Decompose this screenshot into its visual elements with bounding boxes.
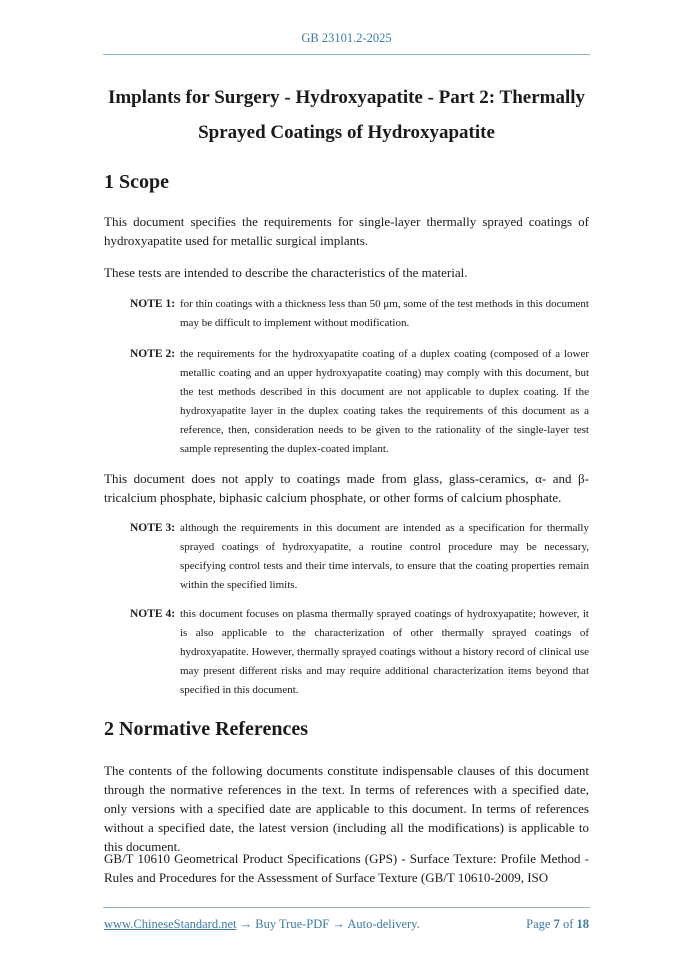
title-line-2: Sprayed Coatings of Hydroxyapatite xyxy=(198,122,495,143)
note-text: this document focuses on plasma thermally sprayed coatings of hydroxyapatite; however, it is also applicable to the characterization of other thermally sprayed coatings of hydroxyapatite. However, thermally sprayed coatings without a history record of clinical use may present different risks and may require additional characterization items beyond that specified in this document. xyxy=(180,608,589,696)
document-id-header: GB 23101.2-2025 xyxy=(301,31,392,45)
of-label: of xyxy=(562,917,574,931)
note-text: for thin coatings with a thickness less than 50 μm, some of the test methods in this document may be difficult to implement without modification. xyxy=(180,298,589,329)
normative-paragraph-1: The contents of the following documents constitute indispensable clauses of this document through the normative references in the text. In terms of references with a specified date, only versions with a specified date are applicable to this document. In terms of references without a specified date, the latest version (including all the modifications) is applicable to this document. xyxy=(104,763,589,854)
arrow-right-icon: → xyxy=(332,917,345,931)
current-page: 7 xyxy=(553,917,560,931)
normative-reference-item: GB/T 10610 Geometrical Product Specifications (GPS) - Surface Texture: Profile Method - Rules and Procedures for the Assessment of Surface Texture (GB/T 10610-2009, ISO xyxy=(104,851,589,885)
note-label: NOTE 3: xyxy=(130,522,176,534)
section-2-heading: 2 Normative References xyxy=(104,718,308,740)
note-label: NOTE 1: xyxy=(130,298,176,310)
scope-paragraph-2: These tests are intended to describe the characteristics of the material. xyxy=(104,265,468,280)
scope-paragraph-1: This document specifies the requirements for single-layer thermally sprayed coatings of hydroxyapatite used for metallic surgical implants. xyxy=(104,214,589,248)
page-number xyxy=(526,917,589,932)
header-divider xyxy=(103,54,590,55)
note-1 xyxy=(130,295,589,333)
arrow-right-icon: → xyxy=(239,917,253,931)
note-label: NOTE 4: xyxy=(130,608,176,620)
scope-paragraph-3: This document does not apply to coatings made from glass, glass-ceramics, α- and β-tricalcium phosphate, biphasic calcium phosphate, or other forms of calcium phosphate. xyxy=(104,471,589,505)
footer-promo xyxy=(104,917,420,932)
title-line-1: Implants for Surgery - Hydroxyapatite - Part 2: Thermally xyxy=(107,87,586,108)
footer-divider xyxy=(103,907,590,908)
page-footer xyxy=(104,917,589,932)
note-4 xyxy=(130,605,589,700)
page-label: Page xyxy=(526,917,551,931)
note-label: NOTE 2: xyxy=(130,348,176,360)
note-text: although the requirements in this document are intended as a specification for thermally sprayed coatings of hydroxyapatite, a routine control procedure may be necessary, specifying control tests and their time intervals, to ensure that the coating properties remain within the specified limits. xyxy=(180,522,589,591)
website-link[interactable]: www.ChineseStandard.net xyxy=(104,917,237,931)
delivery-text: Auto-delivery. xyxy=(347,917,420,931)
note-text: the requirements for the hydroxyapatite coating of a duplex coating (composed of a lower metallic coating and an upper hydroxyapatite coating) may comply with this document, but the test methods described in this document are not applicable to duplex coating. If the hydroxyapatite layer in the duplex coating takes the requirements of this document as a reference, then, consideration needs to be given to the rationality of the single-layer test sample representing the duplex-coated implant. xyxy=(180,348,589,455)
total-pages: 18 xyxy=(576,917,589,931)
buy-text: Buy True-PDF xyxy=(255,917,330,931)
note-2 xyxy=(130,345,589,459)
document-title xyxy=(90,80,603,150)
section-1-heading: 1 Scope xyxy=(104,171,169,193)
note-3 xyxy=(130,519,589,595)
